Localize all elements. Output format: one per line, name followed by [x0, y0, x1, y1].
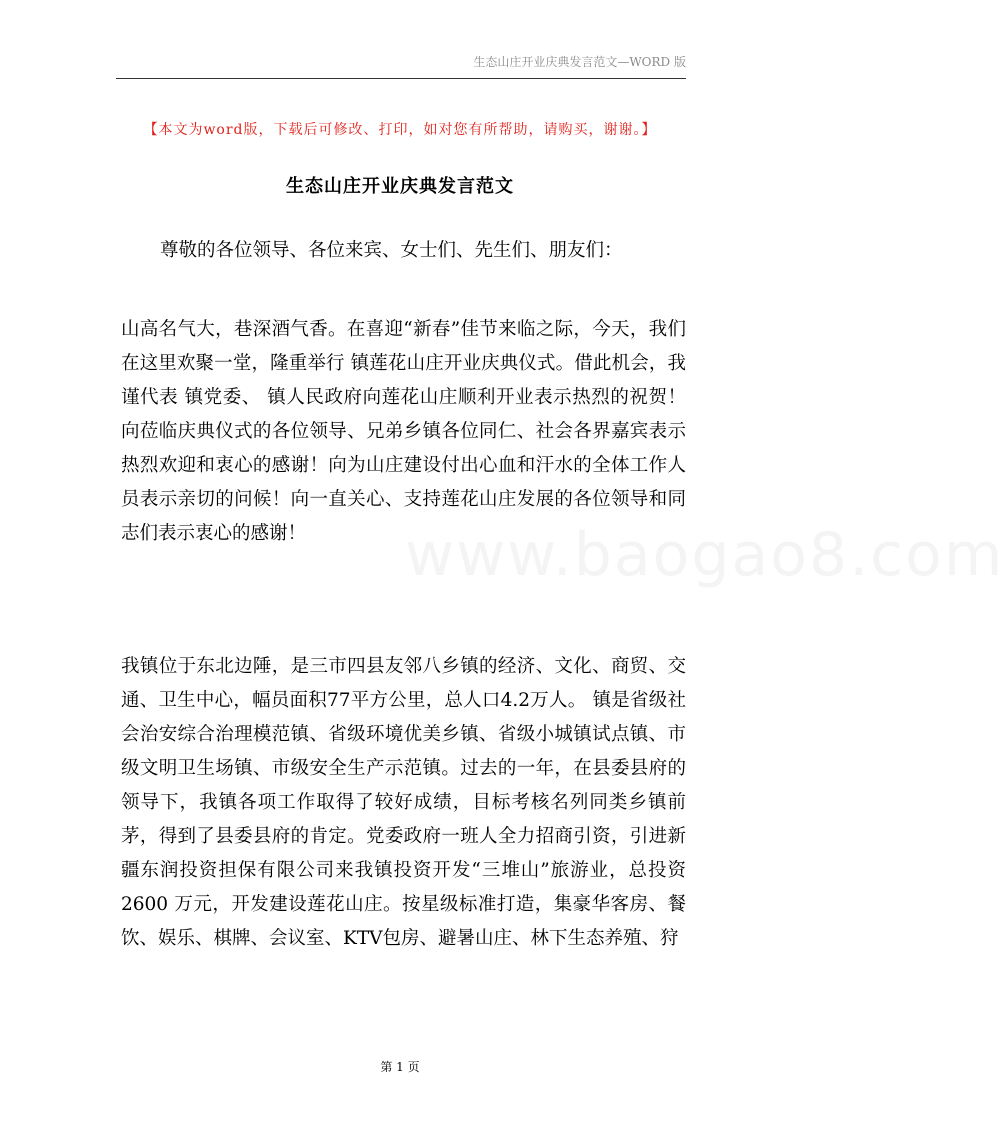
- running-header: [116, 52, 686, 79]
- page-number-footer: 第 1 页: [380, 1060, 420, 1074]
- salutation: 尊敬的各位领导、各位来宾、女士们、先生们、朋友们：: [160, 240, 623, 261]
- download-notice: 【本文为word版，下载后可修改、打印，如对您有所帮助，请购买，谢谢。】: [143, 122, 657, 138]
- body-paragraph: 我镇位于东北边陲，是三市四县友邻八乡镇的经济、文化、商贸、交通、卫生中心，幅员面积77平方公里，总人口4.2万人。 镇是省级社会治安综合治理模范镇、省级环境优美乡镇、省级小城镇试点镇、市级文明卫生场镇、市级安全生产示范镇。过去的一年，在县委县府的领导下，我镇各项工作取得了较好成绩，目标考核名列同类乡镇前茅，得到了县委县府的肯定。党委政府一班人全力招商引资，引进新疆东润投资担保有限公司来我镇投资开发“三堆山”旅游业，总投资2600 万元，开发建设莲花山庄。按星级标准打造，集豪华客房、餐饮、娱乐、棋牌、会议室、KTV包房、避暑山庄、林下生态养殖、狩: [121, 656, 686, 949]
- running-header-title: 生态山庄开业庆典发言范文—WORD 版: [473, 55, 686, 69]
- document-title: 生态山庄开业庆典发言范文: [286, 176, 514, 197]
- body-paragraph: 山高名气大，巷深酒气香。在喜迎“新春”佳节来临之际，今天，我们在这里欢聚一堂，隆重举行 镇莲花山庄开业庆典仪式。借此机会，我谨代表 镇党委、 镇人民政府向莲花山庄顺利开业表示热烈的祝贺！向莅临庆典仪式的各位领导、兄弟乡镇各位同仁、社会各界嘉宾表示热烈欢迎和衷心的感谢！向为山庄建设付出心血和汗水的全体工作人员表示亲切的问候！向一直关心、支持莲花山庄发展的各位领导和同志们表示衷心的感谢！: [121, 319, 686, 544]
- watermark: www.baogao8.com: [405, 520, 1004, 590]
